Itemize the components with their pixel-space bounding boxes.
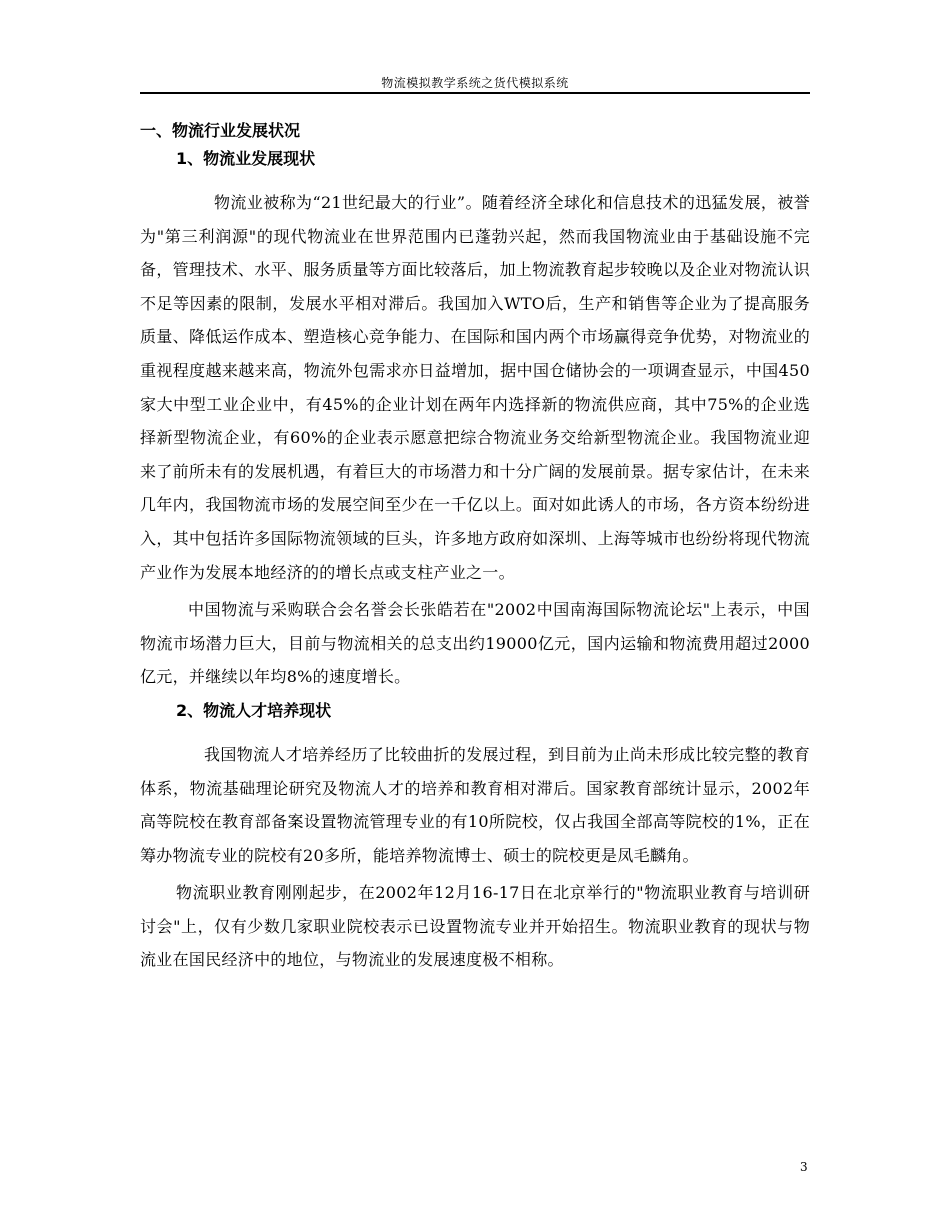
page-number: 3: [800, 1160, 808, 1174]
paragraph-vocational-education: 物流职业教育刚刚起步，在2002年12月16-17日在北京举行的"物流职业教育与培训研讨会"上，仅有少数几家职业院校表示已设置物流专业并开始招生。物流职业教育的现状与物流业在国民经济中的地位，与物流业的发展速度极不相称。: [140, 883, 810, 970]
running-header: 物流模拟教学系统之货代模拟系统: [381, 76, 569, 90]
paragraph-industry-overview: 物流业被称为“21世纪最大的行业”。随着经济全球化和信息技术的迅猛发展，被誉为"第三利润源"的现代物流业在世界范围内已蓬勃兴起，然而我国物流业由于基础设施不完备，管理技术、水平、服务质量等方面比较落后，加上物流教育起步较晚以及企业对物流认识不足等因素的限制，发展水平相对滞后。我国加入WTO后，生产和销售等企业为了提高服务质量、降低运作成本、塑造核心竞争能力、在国际和国内两个市场赢得竞争优势，对物流业的重视程度越来越来高，物流外包需求亦日益增加，据中国仓储协会的一项调查显示，中国450家大中型工业企业中，有45%的企业计划在两年内选择新的物流供应商，其中75%的企业选择新型物流企业，有60%的企业表示愿意把综合物流业务交给新型物流企业。我国物流业迎来了前所未有的发展机遇，有着巨大的市场潜力和十分广阔的发展前景。据专家估计，在未来几年内，我国物流市场的发展空间至少在一千亿以上。面对如此诱人的市场，各方资本纷纷进入，其中包括许多国际物流领域的巨头，许多地方政府如深圳、上海等城市也纷纷将现代物流产业作为发展本地经济的的增长点或支柱产业之一。: [140, 193, 810, 582]
subsection-heading-industry-current: 1、物流业发展现状: [176, 149, 316, 168]
paragraph-market-potential: 中国物流与采购联合会名誉会长张皓若在"2002中国南海国际物流论坛"上表示，中国物流市场潜力巨大，目前与物流相关的总支出约19000亿元，国内运输和物流费用超过2000亿元，并继续以年均8%的速度增长。: [140, 600, 810, 687]
subsection-heading-talent-training: 2、物流人才培养现状: [176, 700, 332, 720]
header-rule: [140, 92, 810, 94]
document-body: [140, 120, 810, 977]
section-heading-industry-status: 一、物流行业发展状况: [140, 121, 301, 140]
paragraph-talent-training: 我国物流人才培养经历了比较曲折的发展过程，到目前为止尚未形成比较完整的教育体系，物流基础理论研究及物流人才的培养和教育相对滞后。国家教育部统计显示，2002年高等院校在教育部备案设置物流管理专业的有10所院校，仅占我国全部高等院校的1%，正在筹办物流专业的院校有20多所，能培养物流博士、硕士的院校更是凤毛麟角。: [140, 744, 810, 865]
